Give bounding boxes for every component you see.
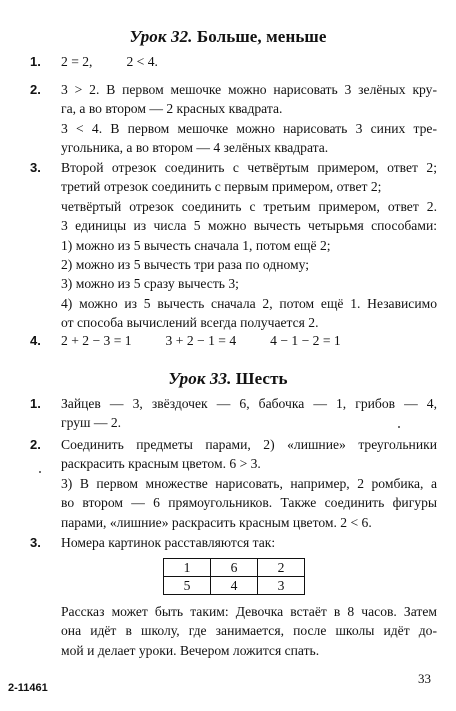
- task-line: угольника, а во втором — 4 зелёных квадрата.: [61, 140, 329, 156]
- page-number: 33: [418, 671, 431, 686]
- task-line: 3 единицы из числа 5 можно вычесть четырьмя способами:: [61, 218, 437, 234]
- table-row: [164, 559, 305, 577]
- task-line: Второй отрезок соединить с четвёртым примером, ответ 2;: [61, 160, 437, 175]
- task-line: 3 > 2. В первом мешочке можно нарисовать 3 зелёных кру-: [61, 82, 437, 97]
- lesson-32-task-1: [30, 52, 438, 72]
- task-number: 3.: [30, 535, 41, 550]
- lesson-32-title-prefix: Урок 32.: [129, 27, 193, 46]
- task-line: от способа вычислений всегда получается 2.: [61, 315, 319, 331]
- table-row: [164, 577, 305, 595]
- task-number: 2.: [30, 437, 41, 452]
- lesson-32-title: [0, 27, 456, 47]
- task-line: мой и делает уроки. Вечером ложится спать.: [61, 642, 320, 658]
- lesson-33-story: [30, 602, 438, 662]
- task-line: 3) можно из 5 сразу вычесть 3;: [61, 276, 239, 292]
- table-cell: 4: [211, 577, 258, 595]
- print-code: 2-11461: [8, 682, 48, 694]
- table-cell: 5: [164, 577, 211, 595]
- task-number: 3.: [30, 160, 41, 175]
- task-line: груш — 2.: [61, 415, 122, 431]
- task-line: раскрасить красным цветом. 6 > 3.: [61, 456, 261, 472]
- task-number: 1.: [30, 54, 41, 69]
- picture-order-table: [163, 558, 305, 595]
- task-line: парами, «лишние» раскрасить красным цветом. 2 < 6.: [61, 514, 372, 530]
- task-line: во втором — 6 прямоугольников. Также соединить фигуры: [61, 495, 437, 511]
- lesson-33-title-topic: Шесть: [231, 369, 288, 388]
- lesson-33-title-prefix: Урок 33.: [168, 369, 232, 388]
- task-number: 4.: [30, 333, 41, 348]
- lesson-32-task-3: [30, 158, 438, 338]
- task-number: 1.: [30, 396, 41, 411]
- task-line: 3) В первом множестве нарисовать, например, 2 ромбика, а: [61, 475, 437, 491]
- task-line: 2 = 2, 2 < 4.: [61, 54, 158, 69]
- task-line: Номера картинок расставляются так:: [61, 535, 276, 550]
- task-number: 2.: [30, 82, 41, 97]
- task-line: Зайцев — 3, звёздочек — 6, бабочка — 1, грибов — 4,: [61, 396, 437, 411]
- lesson-32-task-4: [30, 331, 438, 351]
- lesson-32-title-topic: Больше, меньше: [192, 27, 327, 46]
- lesson-33-task-3: [30, 533, 438, 553]
- task-line: 4) можно из 5 вычесть сначала 2, потом ещё 1. Независимо: [61, 295, 437, 311]
- task-line: она идёт в школу, где занимается, после школы идёт до-: [61, 623, 437, 639]
- table-cell: 6: [211, 559, 258, 577]
- task-line: 1) можно из 5 вычесть сначала 1, потом ещё 2;: [61, 237, 331, 253]
- task-line: Соединить предметы парами, 2) «лишние» треугольники: [61, 437, 437, 452]
- task-line: 3 < 4. В первом мешочке можно нарисовать 3 синих тре-: [61, 120, 437, 136]
- task-line: четвёртый отрезок соединить с третьим примером, ответ 2.: [61, 198, 437, 214]
- task-line: 2 + 2 − 3 = 1 3 + 2 − 1 = 4 4 − 1 − 2 = 1: [61, 333, 341, 348]
- lesson-32-task-2: [30, 80, 438, 160]
- scan-speck: [398, 426, 400, 428]
- task-line: третий отрезок соединить с первым примером, ответ 2;: [61, 179, 382, 195]
- task-line: Рассказ может быть таким: Девочка встаёт в 8 часов. Затем: [61, 604, 437, 619]
- lesson-33-task-2: [30, 435, 438, 535]
- task-line: га, а во втором — 2 красных квадрата.: [61, 101, 283, 117]
- table-cell: 1: [164, 559, 211, 577]
- lesson-33-task-1: [30, 394, 438, 434]
- task-line: 2) можно из 5 вычесть три раза по одному;: [61, 257, 310, 273]
- lesson-33-title: [0, 369, 456, 389]
- scan-speck: [39, 471, 41, 473]
- table-cell: 2: [258, 559, 305, 577]
- table-cell: 3: [258, 577, 305, 595]
